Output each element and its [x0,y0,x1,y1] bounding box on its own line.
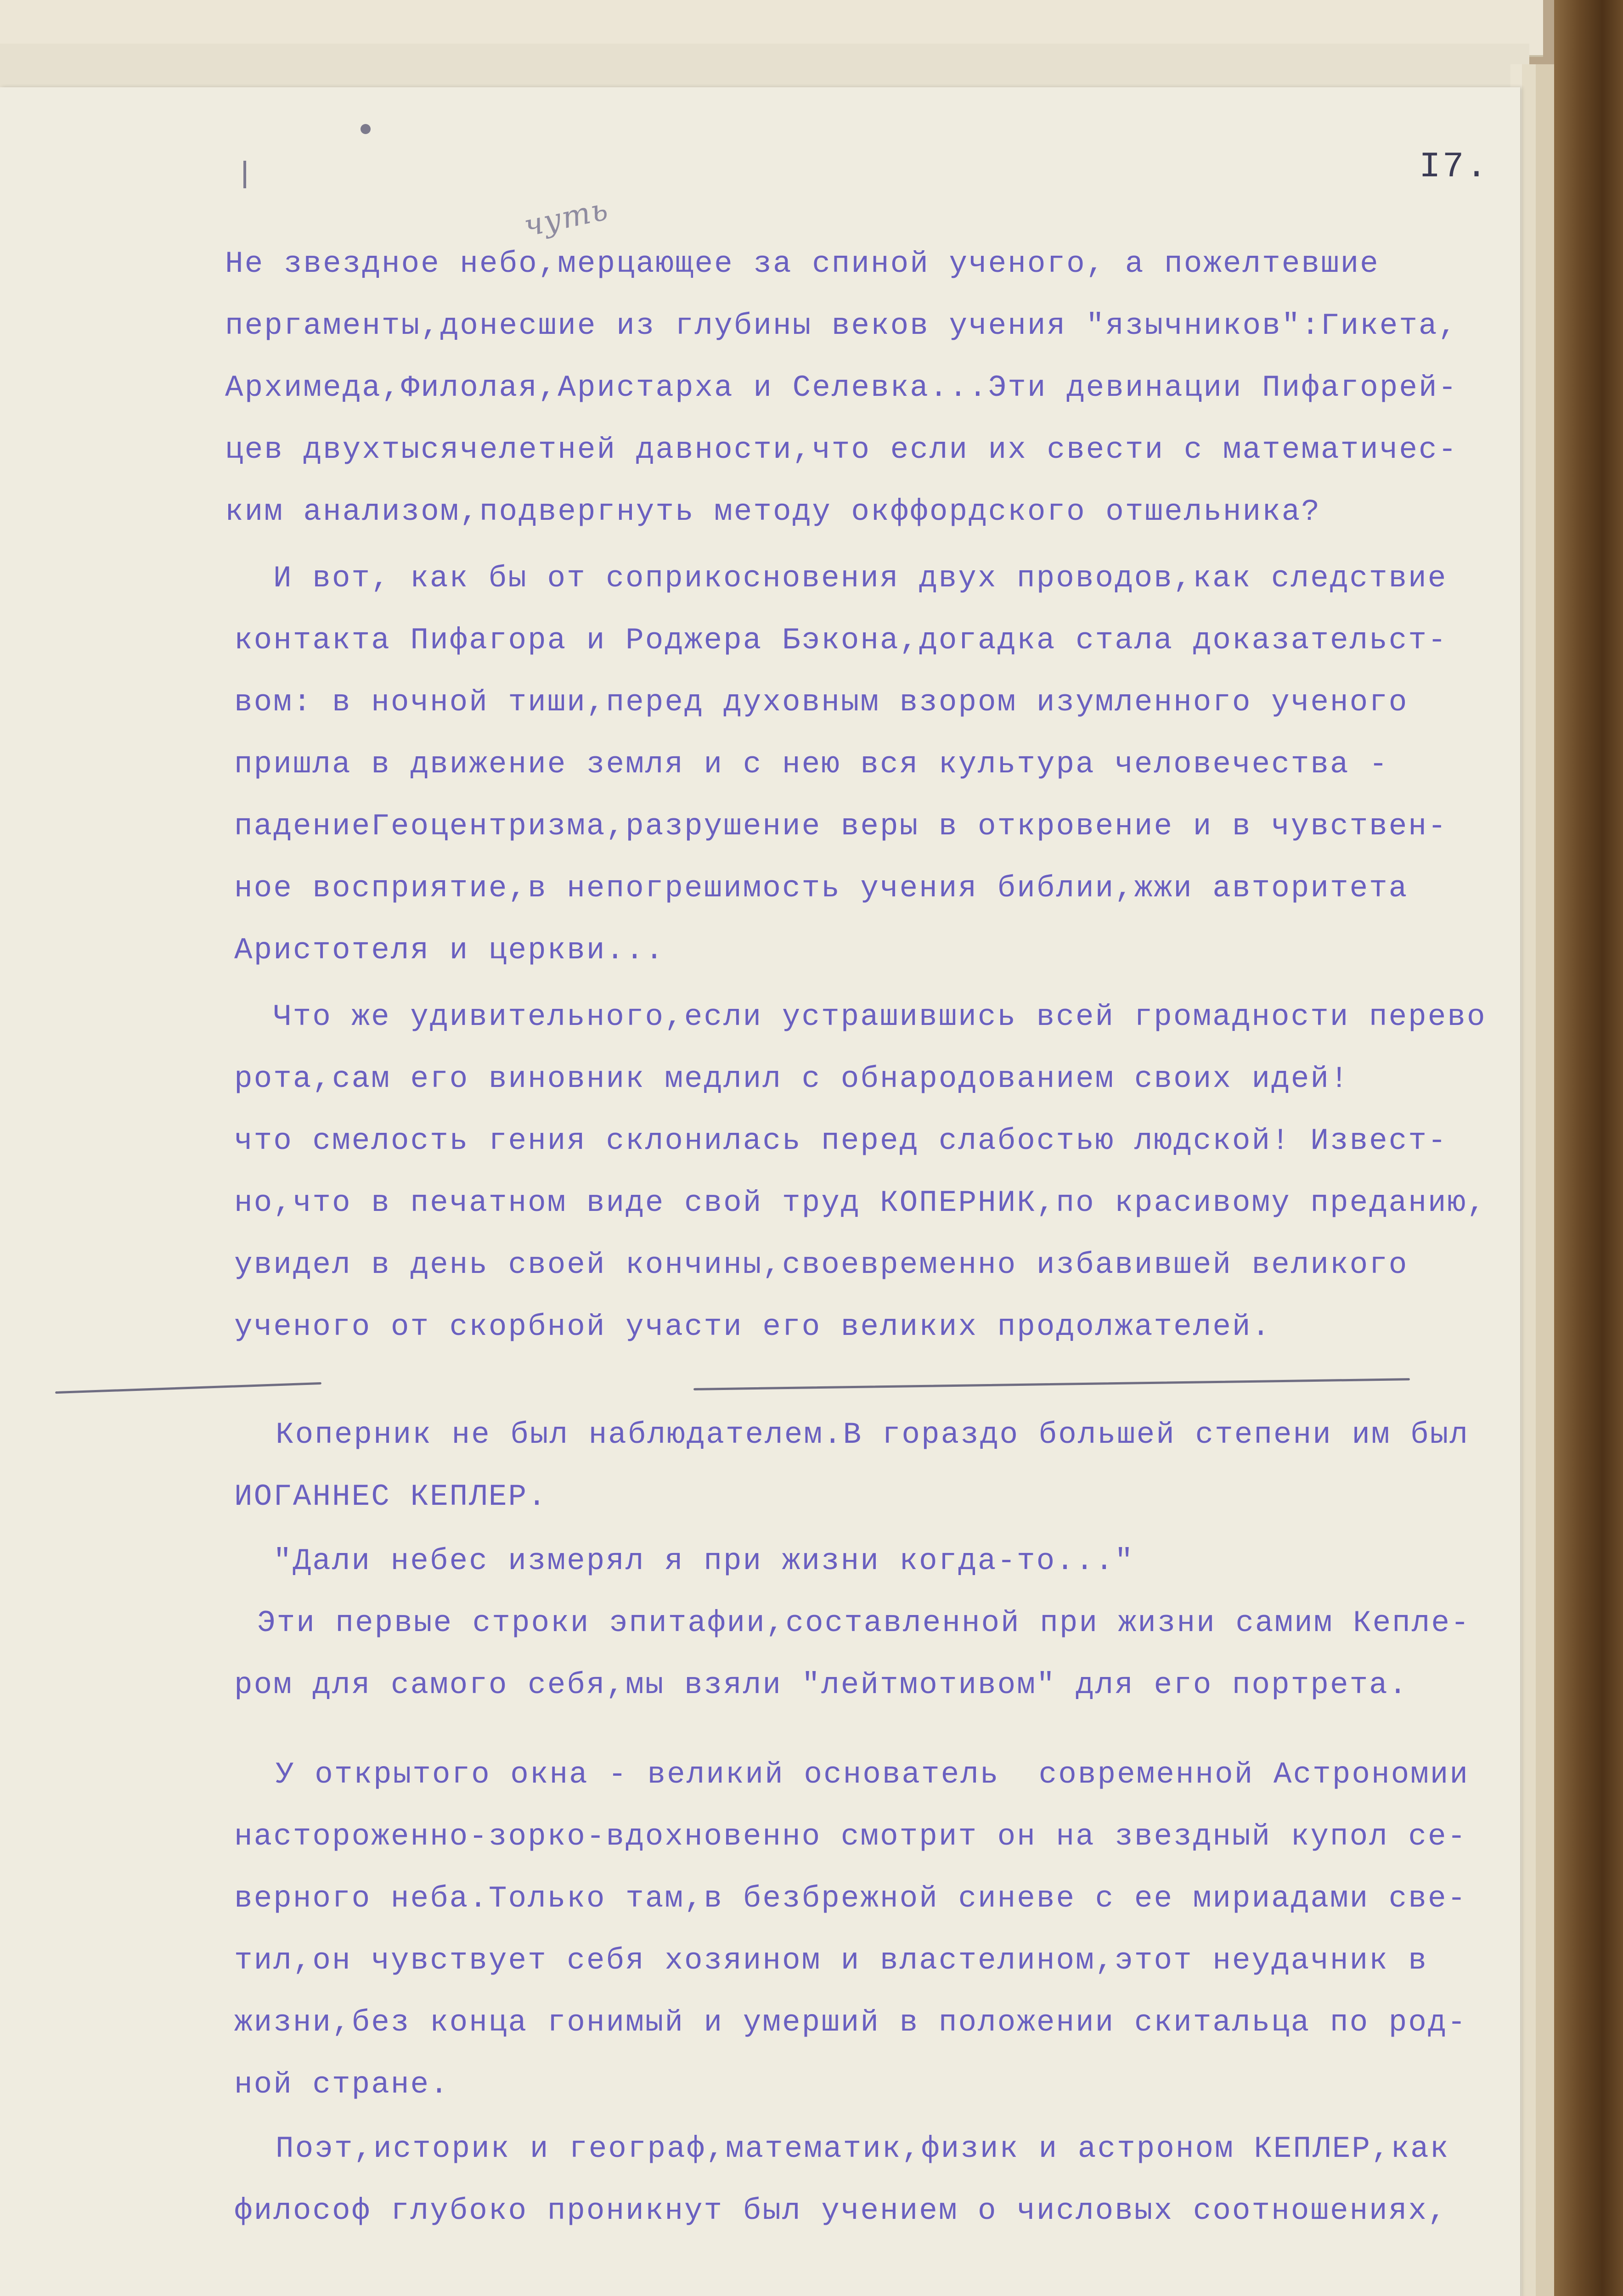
text-line: цев двухтысячелетней давности,что если их свести с математичес- [225,433,1458,467]
pencil-underline [55,1382,321,1394]
text-line: У открытого окна - великий основатель современной Астрономии [276,1757,1469,1792]
text-line: ной стране. [234,2067,450,2102]
pencil-underline [693,1378,1410,1390]
folder-binding [1554,0,1623,2296]
text-line: но,что в печатном виде свой труд КОПЕРНИК,по красивому преданию, [234,1186,1487,1220]
text-line: Архимеда,Филолая,Аристарха и Селевка...Эти девинации Пифагорей- [225,371,1458,405]
page-number: I7. [1419,147,1489,187]
text-line: Эти первые строки эпитафии,составленной при жизни самим Кепле- [257,1606,1471,1640]
text-line: "Дали небес измерял я при жизни когда-то..." [273,1544,1134,1578]
text-line: И вот, как бы от соприкосновения двух проводов,как следствие [273,561,1448,596]
stacked-page-edge [1522,64,1536,2296]
text-line: что смелость гения склонилась перед слабостью людской! Извест- [234,1124,1448,1158]
text-line: Не звездное небо,мерцающее за спиной ученого, а пожелтевшие [225,247,1380,281]
text-line: Поэт,историк и географ,математик,физик и астроном КЕПЛЕР,как [276,2132,1450,2166]
text-line: ИОГАННЕС КЕПЛЕР. [234,1480,547,1514]
text-line: контакта Пифагора и Роджера Бэкона,догадка стала доказательст- [234,623,1448,658]
text-line: тил,он чувствует себя хозяином и властелином,этот неудачник в [234,1943,1428,1978]
text-line: ром для самого себя,мы взяли "лейтмотивом" для его портрета. [234,1668,1409,1702]
text-line: ное восприятие,в непогрешимость учения библии,жжи авторитета [234,871,1409,906]
text-line: философ глубоко проникнут был учением о числовых соотношениях, [234,2194,1448,2228]
stacked-page-edge [1536,64,1554,2296]
text-line: увидел в день своей кончины,своевременно избавившей великого [234,1248,1409,1282]
text-line: ким анализом,подвергнуть методу окффордского отшельника? [225,495,1321,529]
text-line: падениеГеоцентризма,разрушение веры в откровение и в чувствен- [234,809,1448,844]
text-line: Аристотеля и церкви... [234,933,665,968]
typewritten-page [0,87,1520,2296]
text-line: вом: в ночной тиши,перед духовным взором изумленного ученого [234,685,1409,720]
text-line: рота,сам его виновник медлил с обнародованием своих идей! [234,1062,1350,1096]
text-line: Коперник не был наблюдателем.В гораздо большей степени им был [276,1418,1469,1452]
text-line: пергаменты,донесшие из глубины веков учения "язычников":Гикета, [225,309,1458,343]
text-line: пришла в движение земля и с нею вся культура человечества - [234,747,1389,782]
pencil-annotation: чуть [521,191,612,244]
text-line: верного неба.Только там,в безбрежной синеве с ее мириадами све- [234,1881,1467,1916]
text-line: настороженно-зорко-вдохновенно смотрит он на звездный купол се- [234,1819,1467,1854]
text-line: Что же удивительного,если устрашившись всей громадности перево [273,1000,1487,1034]
text-line: жизни,без конца гонимый и умерший в положении скитальца по род- [234,2005,1467,2040]
body-text [0,87,1520,2296]
text-line: ученого от скорбной участи его великих продолжателей. [234,1310,1272,1344]
